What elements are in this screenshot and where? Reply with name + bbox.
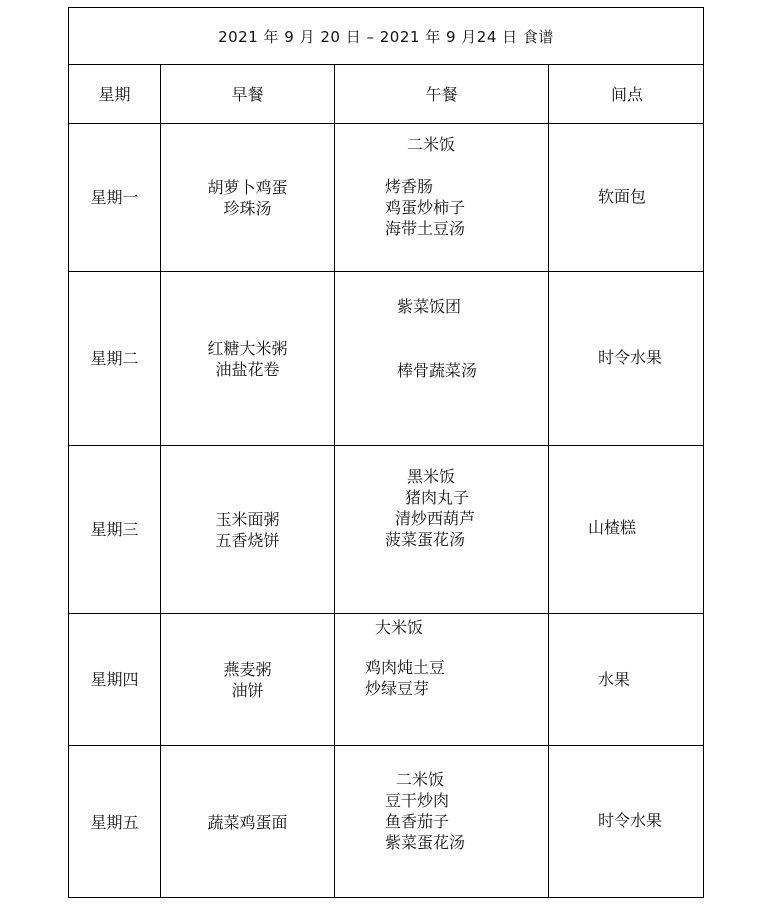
snack-item: 时令水果 [598,811,663,830]
breakfast-cell [161,614,334,745]
lunch-staple: 大米饭 [375,618,424,637]
snack-item: 水果 [598,670,631,689]
lunch-item: 鸡肉炖土豆 [365,658,446,677]
lunch-staple: 二米饭 [396,770,445,789]
menu-table [68,7,704,898]
day-label: 星期四 [90,670,139,689]
breakfast-item: 油盐花卷 [215,359,280,379]
lunch-item: 紫菜蛋花汤 [385,833,466,852]
lunch-item: 炒绿豆芽 [365,679,430,698]
header-snack: 间点 [610,85,643,104]
breakfast-cell [161,272,334,445]
lunch-item: 海带土豆汤 [385,219,466,238]
day-label: 星期三 [90,520,139,539]
breakfast-cell [161,746,334,899]
menu-title: 2021 年 9 月 20 日 – 2021 年 9 月24 日 食谱 [69,8,703,65]
lunch-item: 鱼香茄子 [385,812,450,831]
breakfast-cell [161,124,334,271]
lunch-item: 鸡蛋炒柿子 [385,198,466,217]
header-lunch: 午餐 [425,85,458,104]
lunch-item: 棒骨蔬菜汤 [397,361,478,380]
day-label: 星期二 [90,349,139,368]
lunch-dishes [385,487,475,550]
column-divider [548,65,549,897]
lunch-item: 豆干炒肉 [385,791,450,810]
lunch-dishes [385,176,465,239]
header-breakfast: 早餐 [231,85,264,104]
lunch-staple: 黑米饭 [407,467,456,486]
breakfast-item: 油饼 [231,680,264,700]
lunch-item: 清炒西葫芦 [395,509,476,528]
lunch-dishes [385,790,465,853]
breakfast-item: 蔬菜鸡蛋面 [207,813,288,832]
lunch-dishes [397,360,477,381]
breakfast-cell [161,446,334,613]
breakfast-item: 玉米面粥 [215,509,280,529]
header-day: 星期 [98,85,131,104]
day-label: 星期一 [90,188,139,207]
breakfast-item: 胡萝卜鸡蛋 [207,177,288,197]
lunch-dishes [365,657,445,699]
lunch-staple: 二米饭 [407,135,456,154]
breakfast-item: 五香烧饼 [215,530,280,550]
snack-item: 山楂糕 [588,518,637,537]
lunch-item: 烤香肠 [385,177,434,196]
breakfast-item: 珍珠汤 [223,198,272,218]
day-label: 星期五 [90,813,139,832]
lunch-item: 菠菜蛋花汤 [385,530,466,549]
snack-item: 时令水果 [598,348,663,367]
snack-item: 软面包 [598,187,647,206]
lunch-staple: 紫菜饭团 [397,297,462,316]
breakfast-item: 燕麦粥 [223,659,272,679]
lunch-item: 猪肉丸子 [405,488,470,507]
column-divider [334,65,335,897]
breakfast-item: 红糖大米粥 [207,338,288,358]
